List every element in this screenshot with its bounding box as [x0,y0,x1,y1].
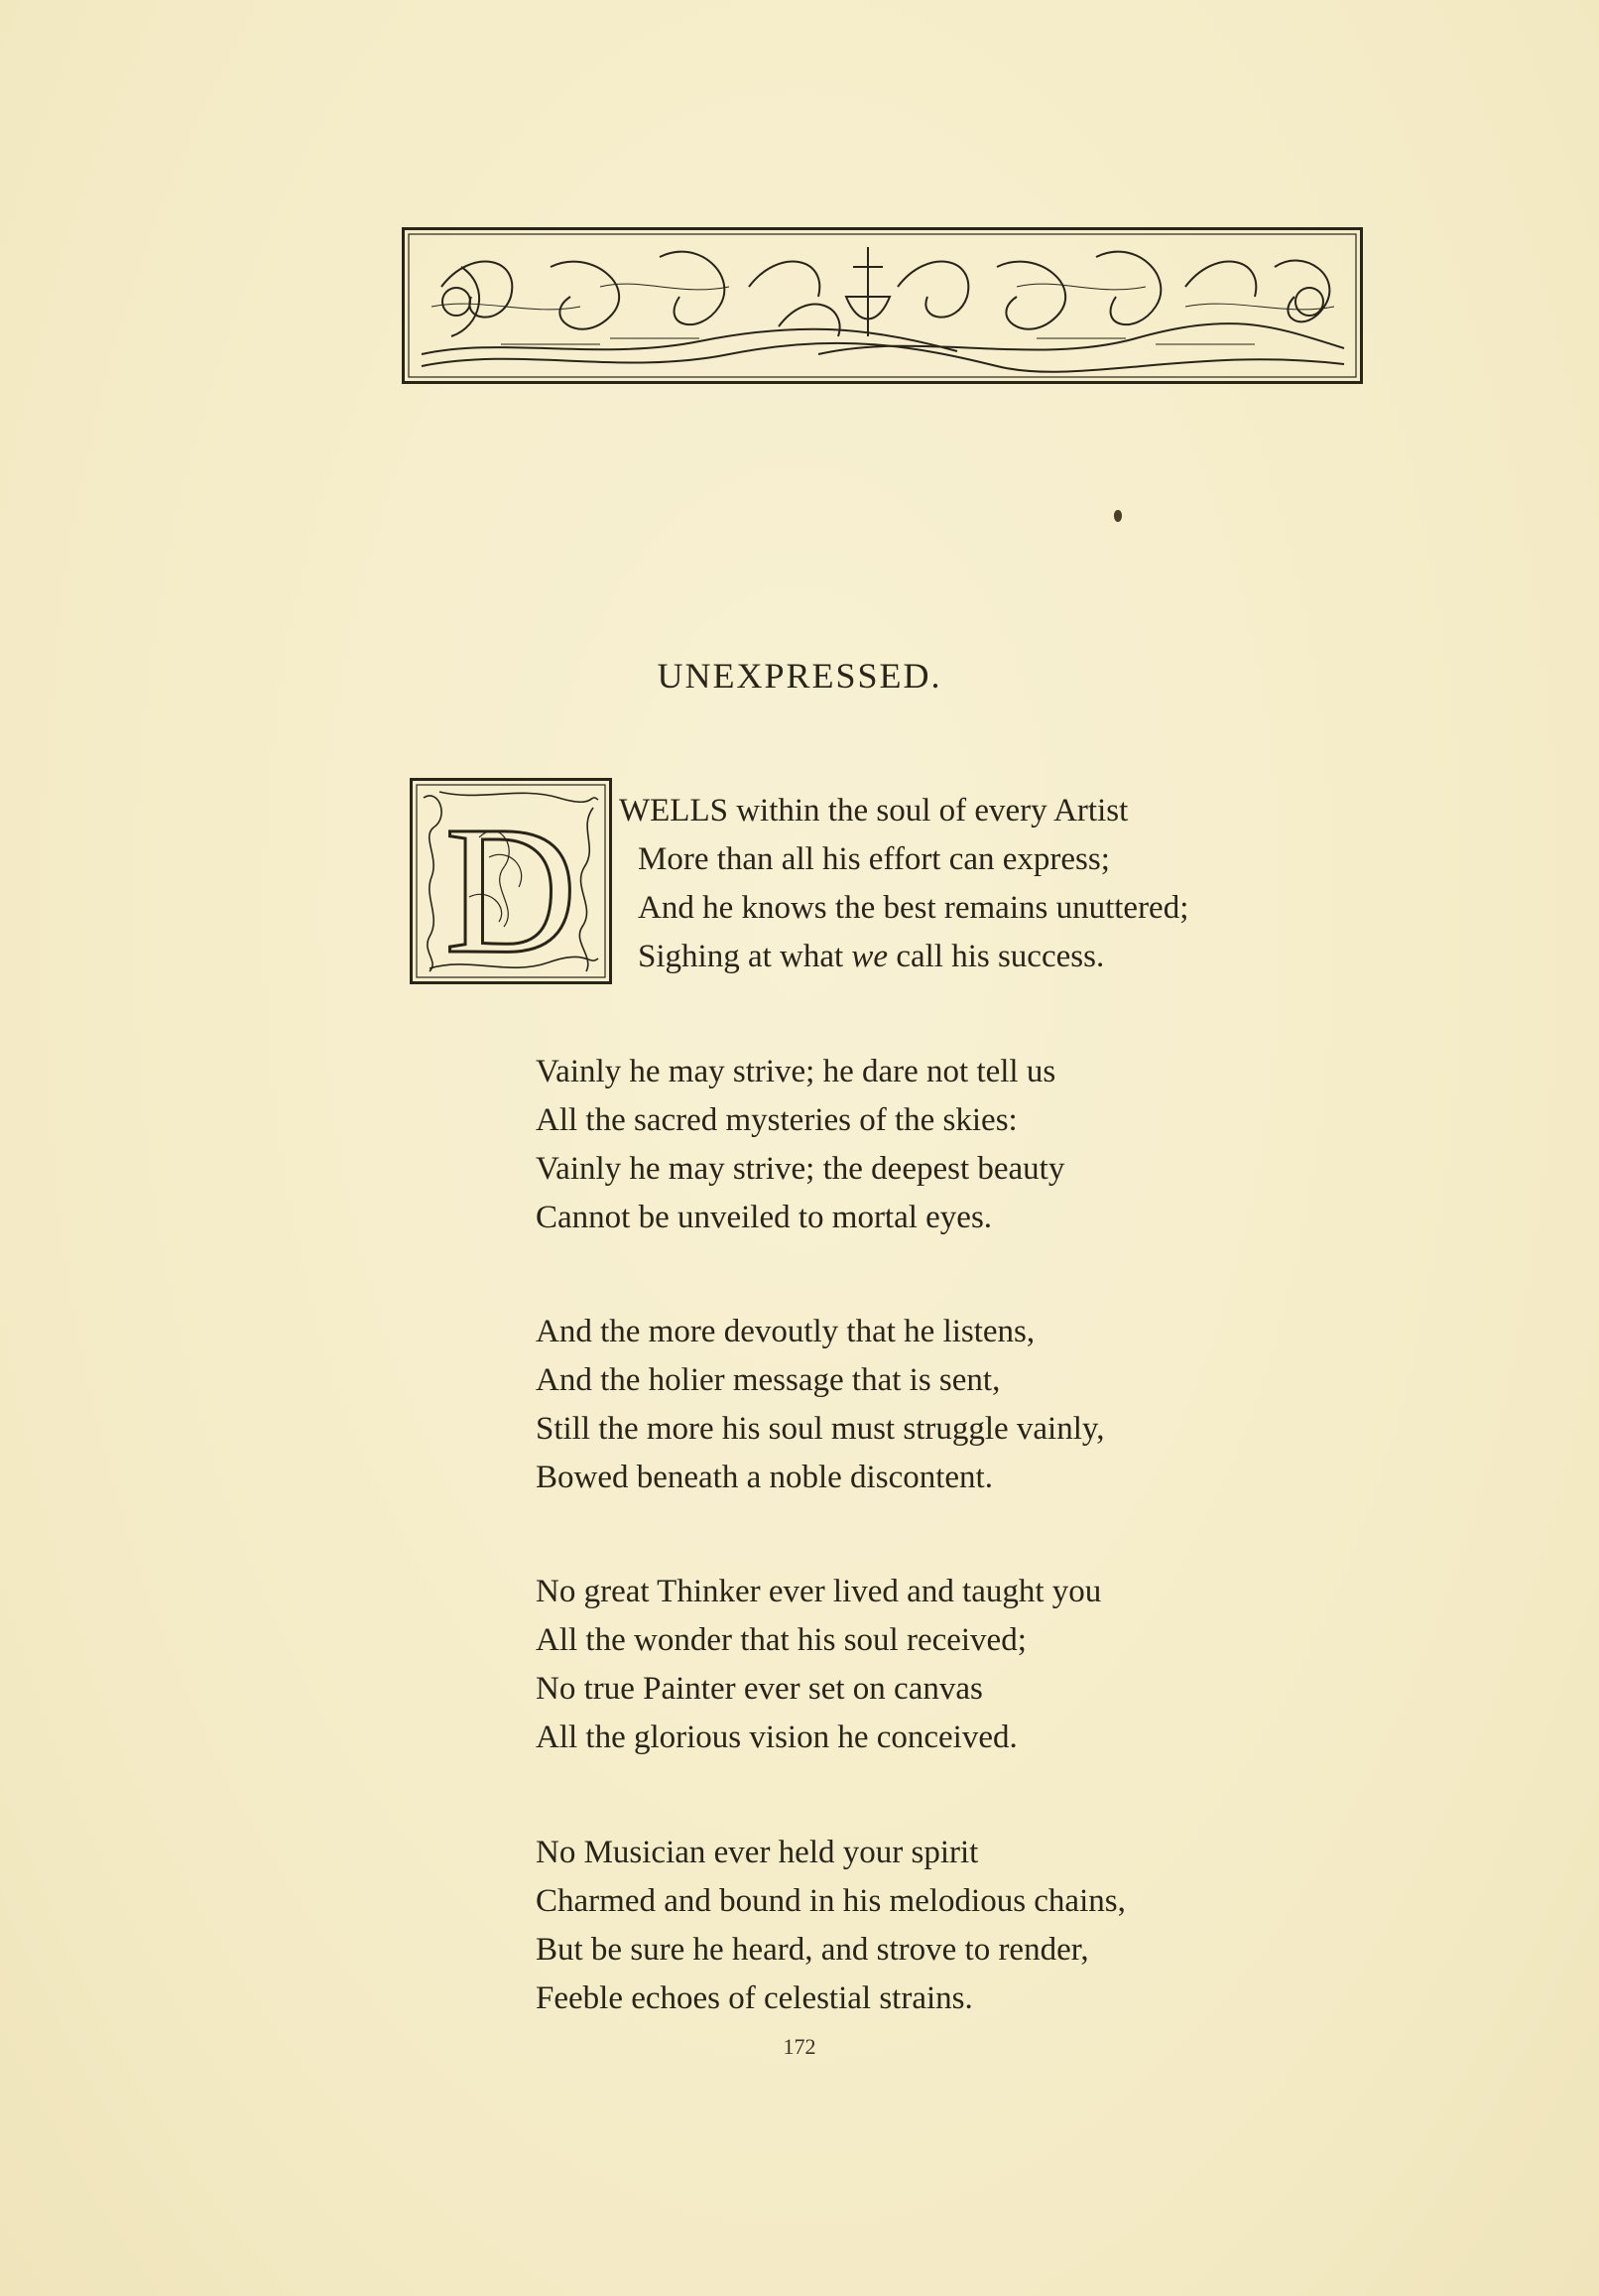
poem-line: Bowed beneath a noble discontent. [536,1460,993,1495]
poem-line: Vainly he may strive; the deepest beauty [536,1151,1065,1187]
stanza-4 [536,1568,1101,1762]
decorated-initial-d-icon [410,778,612,984]
poem-line: Feeble echoes of celestial strains. [536,1980,973,2016]
italic-word: we [851,939,889,974]
svg-text:D: D [444,789,577,984]
floral-vine-ornament [402,227,1363,384]
poem-line: No Musician ever held your spirit [536,1835,979,1870]
stanza-1-line-4 [638,933,1188,981]
stanza-1-line-3: And he knows the best remains unuttered; [638,890,1189,926]
poem-line: Still the more his soul must struggle vainly, [536,1411,1105,1447]
poem-line: No true Painter ever set on canvas [536,1671,983,1707]
stanza-1-line-2: More than all his effort can express; [638,841,1110,877]
poem-line: All the wonder that his soul received; [536,1622,1027,1658]
poem-line: And the more devoutly that he listens, [536,1314,1036,1349]
ornamental-headpiece [402,227,1363,384]
poem-line: All the sacred mysteries of the skies: [536,1102,1018,1138]
poem-line: Vainly he may strive; he dare not tell us [536,1054,1056,1089]
poem-line: No great Thinker ever lived and taught you [536,1574,1102,1609]
stanza-5 [536,1829,1126,2023]
poem-line: But be sure he heard, and strove to render, [536,1932,1089,1968]
stanza-2 [536,1048,1064,1242]
stanza-3 [536,1308,1105,1502]
line-text: call his success. [888,939,1105,974]
poem-line: And the holier message that is sent, [536,1362,1001,1398]
poem-title: UNEXPRESSED. [657,656,942,696]
drop-cap-ornament [410,778,612,984]
poem-line: All the glorious vision he conceived. [536,1720,1018,1755]
poem-line: Charmed and bound in his melodious chains, [536,1883,1126,1919]
page-number: 172 [783,2034,816,2059]
ink-speck [1114,510,1122,522]
stanza-1-line-1: WELLS within the soul of every Artist [619,793,1129,829]
poem-line: Cannot be unveiled to mortal eyes. [536,1200,993,1235]
line-text: Sighing at what [638,939,852,974]
stanza-1-indented [638,835,1188,981]
